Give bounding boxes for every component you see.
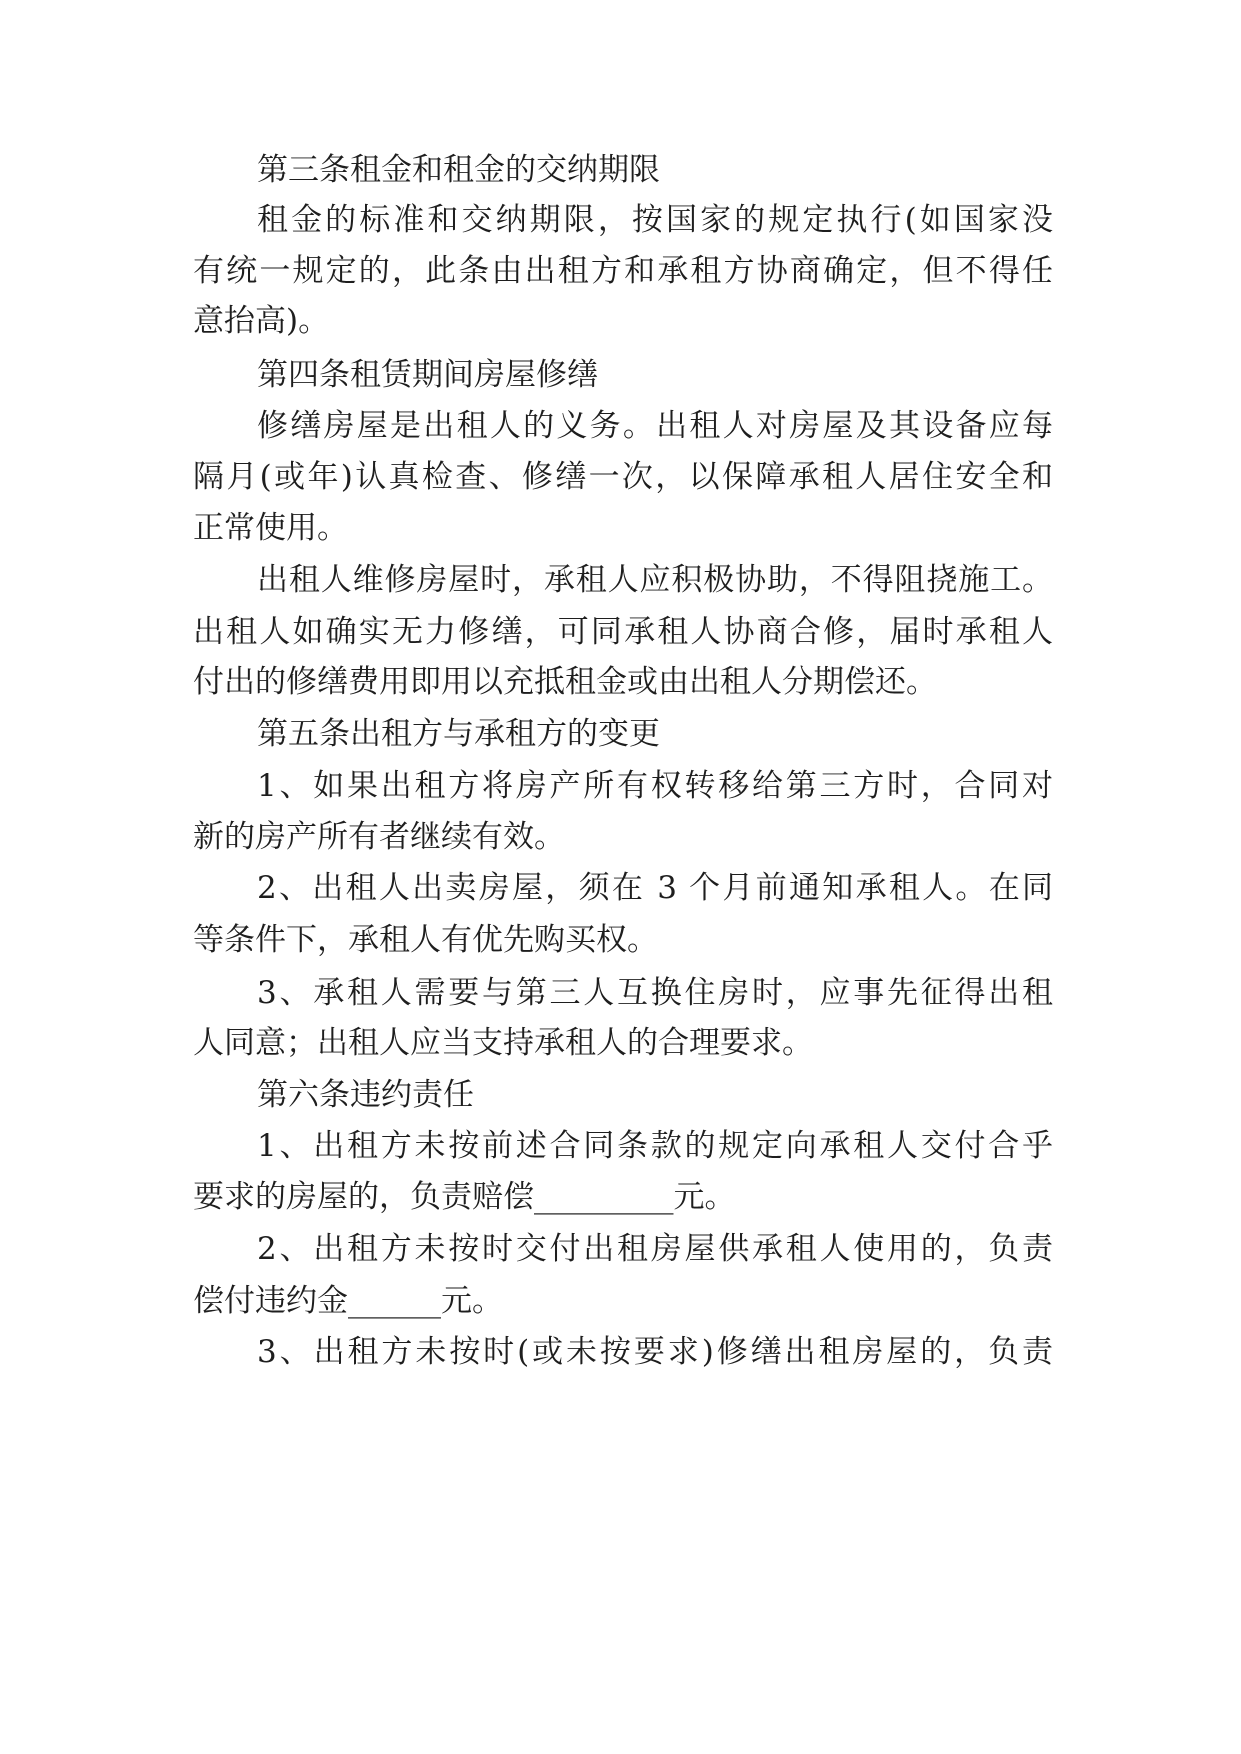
paragraph-line: 等条件下，承租人有优先购买权。 <box>193 922 658 958</box>
paragraph-line: 修缮房屋是出租人的义务。出租人对房屋及其设备应每 <box>257 408 1053 444</box>
paragraph-line: 新的房产所有者继续有效。 <box>193 819 565 855</box>
article-3-heading: 第三条租金和租金的交纳期限 <box>257 152 660 188</box>
article-5-heading: 第五条出租方与承租方的变更 <box>257 716 660 752</box>
paragraph-line: 3、承租人需要与第三人互换住房时，应事先征得出租 <box>257 975 1053 1011</box>
paragraph-line: 2、出租人出卖房屋，须在 3 个月前通知承租人。在同 <box>257 870 1053 906</box>
article-6-heading: 第六条违约责任 <box>257 1077 474 1113</box>
paragraph-line: 出租人如确实无力修缮，可同承租人协商合修，届时承租人 <box>193 614 1053 650</box>
paragraph-line: 2、出租方未按时交付出租房屋供承租人使用的，负责 <box>257 1231 1053 1267</box>
paragraph-line: 意抬高)。 <box>193 303 330 339</box>
paragraph-line: 人同意；出租人应当支持承租人的合理要求。 <box>193 1025 813 1061</box>
paragraph-line: 要求的房屋的，负责赔偿_________元。 <box>193 1179 736 1215</box>
paragraph-line: 出租人维修房屋时，承租人应积极协助，不得阻挠施工。 <box>257 562 1053 598</box>
paragraph-line: 1、如果出租方将房产所有权转移给第三方时，合同对 <box>257 768 1053 804</box>
paragraph-line: 付出的修缮费用即用以充抵租金或由出租人分期偿还。 <box>193 664 937 700</box>
paragraph-line: 1、出租方未按前述合同条款的规定向承租人交付合乎 <box>257 1128 1053 1164</box>
paragraph-line: 隔月(或年)认真检查、修缮一次，以保障承租人居住安全和 <box>193 459 1053 495</box>
paragraph-line: 有统一规定的，此条由出租方和承租方协商确定，但不得任 <box>193 253 1053 289</box>
paragraph-line: 偿付违约金______元。 <box>193 1283 503 1319</box>
paragraph-line: 租金的标准和交纳期限，按国家的规定执行(如国家没 <box>257 202 1053 238</box>
paragraph-line: 3、出租方未按时(或未按要求)修缮出租房屋的，负责 <box>257 1334 1053 1370</box>
article-4-heading: 第四条租赁期间房屋修缮 <box>257 357 598 393</box>
paragraph-line: 正常使用。 <box>193 510 348 546</box>
